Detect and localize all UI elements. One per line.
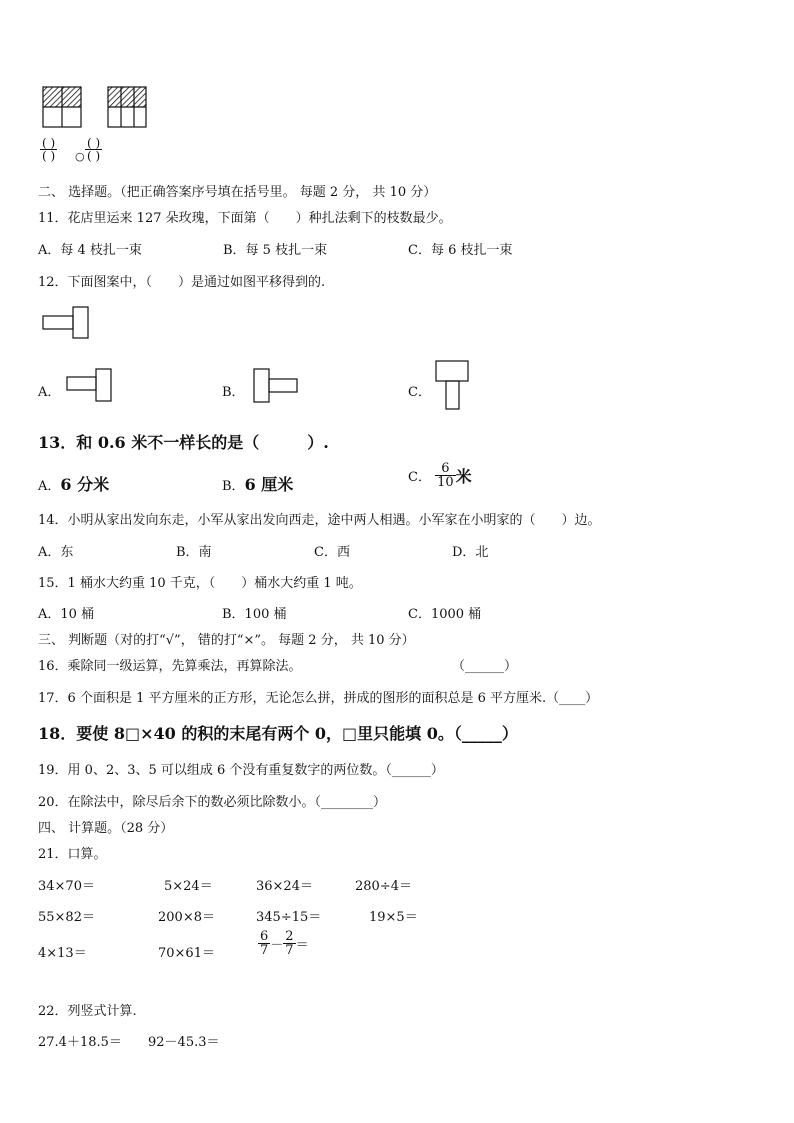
q21-r2-c1: 55×82＝ xyxy=(38,910,95,925)
q13-option-c-num: 6 xyxy=(435,462,456,476)
q18-text: 18．要使 8□×40 的积的末尾有两个 0，□里只能填 0。（_____） xyxy=(38,724,518,743)
section2-title: 二、 选择题。（把正确答案序号填在括号里。 每题 2 分， 共 10 分） xyxy=(38,185,437,200)
q21-r3-c1: 4×13＝ xyxy=(38,946,87,961)
q13-option-c-fraction xyxy=(435,462,456,489)
q15-option-c[interactable]: C．1000 桶 xyxy=(408,607,482,622)
q16-blank[interactable]: （______） xyxy=(452,659,518,674)
q11-option-b[interactable]: B．每 5 枝扎一束 xyxy=(223,243,328,258)
q11-option-c[interactable]: C．每 6 枝扎一束 xyxy=(408,243,513,258)
q12-option-a[interactable]: A． xyxy=(38,385,61,400)
q13-option-c-den: 10 xyxy=(437,475,454,490)
q21-r1-c3: 36×24＝ xyxy=(256,879,313,894)
q13-option-b-value: 6 厘米 xyxy=(244,475,294,494)
q21-frac-a-den: 7 xyxy=(260,943,269,958)
fraction-blank-right-bottom: ( ) xyxy=(87,149,101,163)
q21-r3-c2: 70×61＝ xyxy=(158,946,215,961)
q14-option-b[interactable]: B．南 xyxy=(176,545,212,560)
q11-option-a[interactable]: A．每 4 枝扎一束 xyxy=(38,243,142,258)
q21-r2-c2: 200×8＝ xyxy=(158,910,215,925)
q14-option-a[interactable]: A．东 xyxy=(38,545,74,560)
q12-option-c-shape[interactable] xyxy=(435,360,471,412)
q21-frac-b-num: 2 xyxy=(285,929,294,944)
fraction-blank-left-bottom: ( ) xyxy=(42,149,56,163)
q22-item-2: 92－45.3＝ xyxy=(148,1035,220,1050)
q22-text: 22．列竖式计算. xyxy=(38,1004,137,1019)
q15-text: 15．1 桶水大约重 10 千克，（ ）桶水大约重 1 吨。 xyxy=(38,576,362,591)
q15-option-b[interactable]: B．100 桶 xyxy=(222,607,287,622)
q13-option-c[interactable] xyxy=(408,462,472,489)
grid-figure-left xyxy=(42,86,82,128)
q21-frac-b xyxy=(283,930,295,957)
q21-r2-c3: 345÷15＝ xyxy=(256,910,322,925)
fraction-blank-left-top: ( ) xyxy=(42,136,56,150)
section4-title: 四、 计算题。（28 分） xyxy=(38,821,174,836)
q16-text: 16．乘除同一级运算，先算乘法，再算除法。 xyxy=(38,659,302,674)
q12-option-b[interactable]: B． xyxy=(222,385,245,400)
q11-text: 11．花店里运来 127 朵玫瑰，下面第（ ）种扎法剩下的枝数最少。 xyxy=(38,211,452,226)
q13-option-b-label: B． xyxy=(222,479,245,494)
q13-option-b[interactable] xyxy=(222,472,293,495)
compare-circle[interactable]: ○ xyxy=(75,150,85,163)
q21-frac-b-den: 7 xyxy=(285,943,294,958)
q21-frac-eq: ＝ xyxy=(295,938,309,953)
q13-option-c-unit: 米 xyxy=(455,467,472,486)
q21-r1-c2: 5×24＝ xyxy=(164,879,213,894)
q20-text: 20．在除法中，除尽后余下的数必须比除数小。（________） xyxy=(38,795,387,810)
q15-option-a[interactable]: A．10 桶 xyxy=(38,607,95,622)
q12-option-b-shape[interactable] xyxy=(253,368,303,404)
q13-text: 13．和 0.6 米不一样长的是（ ）. xyxy=(38,433,329,452)
fraction-blank-right-top: ( ) xyxy=(87,136,101,150)
q22-item-1: 27.4＋18.5＝ xyxy=(38,1035,122,1050)
q13-option-a-value: 6 分米 xyxy=(60,475,110,494)
q21-r1-c1: 34×70＝ xyxy=(38,879,95,894)
q12-option-a-shape[interactable] xyxy=(66,368,116,404)
section3-title: 三、 判断题（对的打“√”， 错的打“×”。 每题 2 分， 共 10 分） xyxy=(38,633,415,648)
q14-text: 14．小明从家出发向东走，小军从家出发向西走，途中两人相遇。小军家在小明家的（ ）边。 xyxy=(38,513,601,528)
fraction-blank-left[interactable] xyxy=(40,137,57,162)
grid-figure-right xyxy=(107,86,147,128)
fraction-blank-right[interactable] xyxy=(85,137,102,162)
q13-option-c-label: C． xyxy=(408,470,431,485)
q21-r2-c4: 19×5＝ xyxy=(369,910,418,925)
q21-r1-c4: 280÷4＝ xyxy=(355,879,412,894)
q14-option-c[interactable]: C．西 xyxy=(314,545,350,560)
q21-frac-op: － xyxy=(270,938,284,953)
q19-text: 19．用 0、2、3、5 可以组成 6 个没有重复数字的两位数。（______） xyxy=(38,763,444,778)
q12-option-c[interactable]: C． xyxy=(408,385,431,400)
q14-option-d[interactable]: D．北 xyxy=(452,545,489,560)
q21-r3-c3 xyxy=(258,930,309,957)
q13-option-a[interactable] xyxy=(38,472,109,495)
q21-frac-a-num: 6 xyxy=(260,929,269,944)
q17-text: 17．6 个面积是 1 平方厘米的正方形，无论怎么拼，拼成的图形的面积总是 6 平方厘米.（____） xyxy=(38,691,599,706)
q13-option-a-label: A． xyxy=(38,479,61,494)
q21-frac-a xyxy=(258,930,270,957)
q21-text: 21．口算。 xyxy=(38,847,107,862)
q12-text: 12．下面图案中，（ ）是通过如图平移得到的. xyxy=(38,275,326,290)
q12-reference-shape xyxy=(42,306,102,340)
